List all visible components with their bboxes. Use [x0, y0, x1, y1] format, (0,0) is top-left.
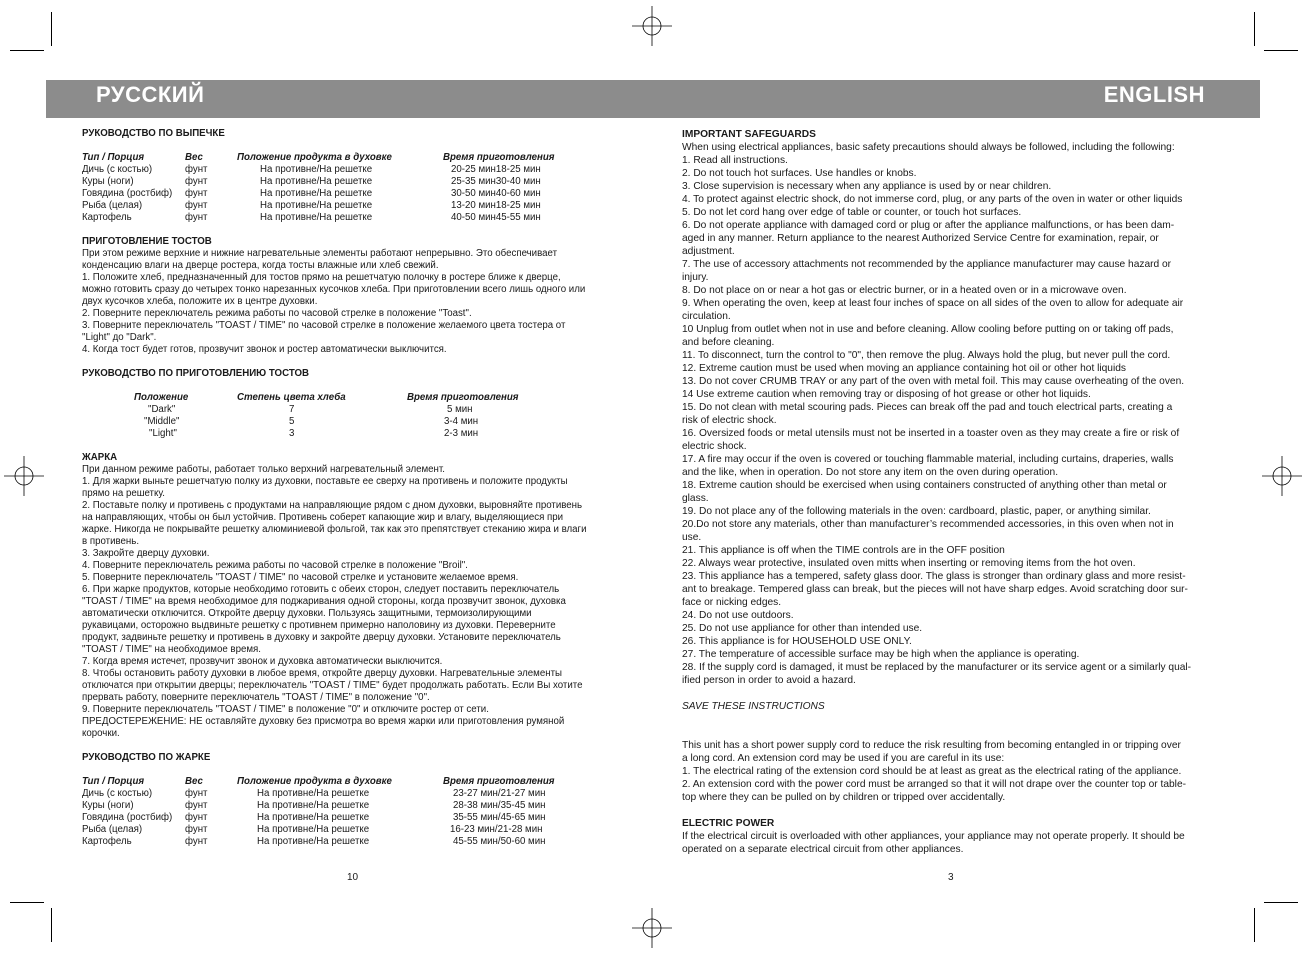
table-cell: 23-27 мин/21-27 мин — [453, 788, 546, 799]
registration-mark-icon — [1262, 456, 1302, 496]
table-cell: 16-23 мин/21-28 мин — [450, 824, 543, 835]
text-line: face or nicking edges. — [682, 597, 782, 608]
text-line: 20.Do not store any materials, other than manufacturer’s recommended accessories, in this oven when not in — [682, 519, 1174, 530]
russian-page — [82, 128, 627, 848]
text-line: 8. Чтобы остановить работу духовки в любое время, откройте дверцу духовки. Нагревательные элементы — [82, 668, 562, 679]
text-line: This unit has a short power supply cord to reduce the risk resulting from becoming entangled in or tripping over — [682, 740, 1181, 751]
text-line: 10 Unplug from outlet when not in use and before cleaning. Allow cooling before putting on or taking off pads, — [682, 324, 1174, 335]
table-cell: 5 — [289, 416, 295, 427]
text-line: 5. Поверните переключатель "TOAST / TIME" по часовой стрелке и установите желаемое время. — [82, 572, 519, 583]
text-line: glass. — [682, 493, 709, 504]
table-cell: 45-55 мин/50-60 мин — [453, 836, 546, 847]
text-line: прервать работу, поверните переключатель "TOAST / TIME" в положение "0". — [82, 692, 430, 703]
table-cell: 7 — [289, 404, 295, 415]
text-line: При данном режиме работы, работает только верхний нагревательный элемент. — [82, 464, 445, 475]
text-line: 2. An extension cord with the power cord must be arranged so that it will not drape over the counter top or table- — [682, 779, 1186, 790]
broil-table — [82, 776, 554, 848]
header-banner — [46, 80, 1260, 118]
table-cell: 20-25 мин18-25 мин — [451, 164, 541, 175]
table-cell: фунт — [185, 164, 208, 175]
table-cell: фунт — [185, 836, 208, 847]
text-line: 27. The temperature of accessible surface may be high when the appliance is operating. — [682, 649, 1080, 660]
text-line: можно готовить сразу до четырех тонко нарезанных кусочков хлеба. При приготовлении всего лишь одного или — [82, 284, 586, 295]
text-line: top where they can be pulled on by children or tripped over accidentally. — [682, 792, 1006, 803]
table-row — [82, 212, 554, 224]
table-cell: 5 мин — [447, 404, 473, 415]
text-line: 9. When operating the oven, keep at least four inches of space on all sides of the oven to allow for adequate air — [682, 298, 1184, 309]
text-line: "TOAST / TIME" на необходимое время. — [82, 644, 261, 655]
text-line: risk of electric shock. — [682, 415, 777, 426]
text-line: 7. The use of accessory attachments not recommended by the appliance manufacturer may cause hazard or — [682, 259, 1172, 270]
table-cell: "Dark" — [148, 404, 176, 415]
text-line: 6. Do not operate appliance with damaged cord or plug or after the appliance malfunctions, or has been dam- — [682, 220, 1175, 231]
text-line: injury. — [682, 272, 709, 283]
text-line: 22. Always wear protective, insulated oven mitts when inserting or removing items from the hot oven. — [682, 558, 1136, 569]
table-row — [82, 164, 554, 176]
text-line: на направляющих, чтобы он был устойчив. Противень соберет капающие жир и влагу, выделяющиеся при — [82, 512, 564, 523]
toast-table — [134, 392, 518, 440]
table-cell: фунт — [185, 212, 208, 223]
page-number-right: 3 — [948, 872, 954, 883]
baking-guide-title: РУКОВОДСТВО ПО ВЫПЕЧКЕ — [82, 128, 225, 139]
text-line: ПРЕДОСТЕРЕЖЕНИЕ: НЕ оставляйте духовку без присмотра во время жарки или приготовления румяной — [82, 716, 565, 727]
table-header-cell: Тип / Порция — [82, 776, 145, 787]
table-cell: Дичь (с костью) — [82, 164, 153, 175]
table-cell: фунт — [185, 824, 208, 835]
text-line: При этом режиме верхние и нижние нагревательные элементы работают непрерывно. Это обеспечивает — [82, 248, 558, 259]
table-cell: На противне/На решетке — [260, 176, 373, 187]
table-cell: 3 — [289, 428, 295, 439]
text-line: в противень. — [82, 536, 140, 547]
table-row — [82, 200, 554, 212]
crop-mark — [1264, 50, 1298, 51]
table-cell: На противне/На решетке — [260, 212, 373, 223]
text-line: 11. To disconnect, turn the control to "0", then remove the plug. Always hold the plug, but never pull the cord. — [682, 350, 1171, 361]
table-cell: "Light" — [149, 428, 177, 439]
text-line: circulation. — [682, 311, 731, 322]
table-row — [134, 428, 518, 440]
table-cell: Картофель — [82, 836, 132, 847]
text-line: ant to breakage. Tempered glass can break, but the pieces will not have sharp edges. Avoid scratching door sur- — [682, 584, 1188, 595]
text-line: aged in any manner. Return appliance to the nearest Authorized Service Centre for examination, repair, or — [682, 233, 1159, 244]
broil-guide-title: РУКОВОДСТВО ПО ЖАРКЕ — [82, 752, 211, 763]
text-line: If the electrical circuit is overloaded with other appliances, your appliance may not operate properly. It should be — [682, 831, 1185, 842]
text-line: 21. This appliance is off when the TIME controls are in the OFF position — [682, 545, 1005, 556]
table-cell: 35-55 мин/45-65 мин — [453, 812, 546, 823]
crop-mark — [10, 902, 44, 903]
table-row — [82, 824, 554, 836]
text-line: "Light" до "Dark". — [82, 332, 157, 343]
table-cell: фунт — [185, 176, 208, 187]
text-line: operated on a separate electrical circuit from other appliances. — [682, 844, 964, 855]
text-line: 4. Поверните переключатель режима работы по часовой стрелке в положение "Broil". — [82, 560, 468, 571]
text-line: 8. Do not place on or near a hot gas or electric burner, or in a heated oven or in a microwave oven. — [682, 285, 1127, 296]
text-line: and the like, when in operation. Do not store any item on the oven during operation. — [682, 467, 1059, 478]
text-line: автоматически отключится. Откройте дверцу духовки. Пользуясь защитными, термоизолирующими — [82, 608, 532, 619]
table-row — [82, 836, 554, 848]
safeguards-list — [682, 141, 1224, 687]
electric-power-title: ELECTRIC POWER — [682, 818, 775, 829]
table-cell: На противне/На решетке — [257, 824, 370, 835]
text-line: жарке. Никогда не покрывайте решетку алюминиевой фольгой, так как это препятствует стеканию жира и влаги — [82, 524, 587, 535]
table-cell: Куры (ноги) — [82, 176, 134, 187]
table-cell: "Middle" — [144, 416, 180, 427]
toast-section-title: ПРИГОТОВЛЕНИЕ ТОСТОВ — [82, 236, 212, 247]
text-line: 1. The electrical rating of the extension cord should be at least as great as the electrical rating of the appliance. — [682, 766, 1182, 777]
text-line: 15. Do not clean with metal scouring pads. Pieces can break off the pad and touch electrical parts, creating a — [682, 402, 1173, 413]
table-cell: 3-4 мин — [444, 416, 479, 427]
table-cell: На противне/На решетке — [257, 836, 370, 847]
table-row — [82, 812, 554, 824]
text-line: двух кусочков хлеба, положите их в центре духовки. — [82, 296, 318, 307]
text-line: 2. Поверните переключатель режима работы по часовой стрелке в положение "Toast". — [82, 308, 472, 319]
electric-power-paragraph — [682, 830, 1224, 856]
table-row — [82, 788, 554, 800]
text-line: 14 Use extreme caution when removing tray or disposing of hot grease or other hot liquids. — [682, 389, 1091, 400]
registration-mark-icon — [632, 908, 672, 948]
broil-section-title: ЖАРКА — [82, 452, 118, 463]
power-cord-paragraph — [682, 739, 1224, 804]
text-line: 19. Do not place any of the following materials in the oven: cardboard, plastic, paper, or anything similar. — [682, 506, 1151, 517]
table-cell: 28-38 мин/35-45 мин — [453, 800, 546, 811]
table-cell: фунт — [185, 812, 208, 823]
table-header-cell: Положение — [134, 392, 189, 403]
toast-guide-title: РУКОВОДСТВО ПО ПРИГОТОВЛЕНИЮ ТОСТОВ — [82, 368, 310, 379]
table-cell: Рыба (целая) — [82, 824, 143, 835]
table-header-cell: Степень цвета хлеба — [237, 392, 346, 403]
text-line: When using electrical appliances, basic safety precautions should always be followed, including the following: — [682, 142, 1175, 153]
table-cell: Говядина (ростбиф) — [82, 188, 173, 199]
table-header-cell: Вес — [185, 776, 203, 787]
save-instructions-note: SAVE THESE INSTRUCTIONS — [682, 701, 825, 712]
text-line: ified person in order to avoid a hazard. — [682, 675, 856, 686]
table-cell: На противне/На решетке — [260, 188, 373, 199]
text-line: 13. Do not cover CRUMB TRAY or any part of the oven with metal foil. This may cause overheating of the oven. — [682, 376, 1185, 387]
table-header-cell: Время приготовления — [443, 776, 555, 787]
table-header-cell: Тип / Порция — [82, 152, 145, 163]
text-line: "TOAST / TIME" на время необходимое для поджаривания одной стороны, когда прозвучит звонок, духовка — [82, 596, 566, 607]
language-title-russian: РУССКИЙ — [96, 82, 205, 107]
table-cell: 13-20 мин18-25 мин — [451, 200, 541, 211]
text-line: 4. To protect against electric shock, do not immerse cord, plug, or any parts of the oven in water or other liquids — [682, 194, 1183, 205]
text-line: 26. This appliance is for HOUSEHOLD USE ONLY. — [682, 636, 912, 647]
table-header-cell: Положение продукта в духовке — [237, 152, 392, 163]
text-line: прямо на решетку. — [82, 488, 165, 499]
text-line: 3. Поверните переключатель "TOAST / TIME" по часовой стрелке в положение желаемого цвета тостера от — [82, 320, 566, 331]
text-line: 3. Закройте дверцу духовки. — [82, 548, 210, 559]
text-line: 2. Do not touch hot surfaces. Use handles or knobs. — [682, 168, 917, 179]
text-line: 9. Поверните переключатель "TOAST / TIME" в положение "0" и отключите ростер от сети. — [82, 704, 489, 715]
text-line: 24. Do not use outdoors. — [682, 610, 794, 621]
table-header-row — [82, 776, 554, 788]
crop-mark — [51, 12, 52, 46]
text-line: 7. Когда время истечет, прозвучит звонок и духовка автоматически выключится. — [82, 656, 443, 667]
broil-paragraph — [82, 464, 627, 740]
table-header-cell: Время приготовления — [443, 152, 555, 163]
table-header-row — [82, 152, 554, 164]
text-line: a long cord. An extension cord may be used if you are careful in its use: — [682, 753, 1005, 764]
text-line: 5. Do not let cord hang over edge of table or counter, or touch hot surfaces. — [682, 207, 1022, 218]
table-cell: 25-35 мин30-40 мин — [451, 176, 541, 187]
english-page — [682, 128, 1224, 856]
table-cell: На противне/На решетке — [257, 788, 370, 799]
text-line: 18. Extreme caution should be exercised when using containers constructed of anything other than metal or — [682, 480, 1167, 491]
text-line: 3. Close supervision is necessary when any appliance is used by or near children. — [682, 181, 1052, 192]
table-cell: На противне/На решетке — [257, 800, 370, 811]
table-cell: 40-50 мин45-55 мин — [451, 212, 541, 223]
table-row — [82, 188, 554, 200]
crop-mark — [1254, 908, 1255, 942]
table-cell: фунт — [185, 200, 208, 211]
text-line: adjustment. — [682, 246, 735, 257]
table-row — [134, 404, 518, 416]
text-line: 12. Extreme caution must be used when moving an appliance containing hot oil or other hot liquids — [682, 363, 1126, 374]
table-row — [82, 800, 554, 812]
table-cell: Куры (ноги) — [82, 800, 134, 811]
text-line: electric shock. — [682, 441, 747, 452]
table-row — [82, 176, 554, 188]
table-cell: 30-50 мин40-60 мин — [451, 188, 541, 199]
table-cell: Говядина (ростбиф) — [82, 812, 173, 823]
table-row — [134, 416, 518, 428]
text-line: конденсацию влаги на дверце ростера, когда тосты влажные или хлеб свежий. — [82, 260, 439, 271]
table-cell: На противне/На решетке — [257, 812, 370, 823]
table-cell: фунт — [185, 800, 208, 811]
registration-mark-icon — [4, 456, 44, 496]
baking-table — [82, 152, 554, 224]
table-cell: На противне/На решетке — [260, 200, 373, 211]
table-cell: На противне/На решетке — [260, 164, 373, 175]
safeguards-title: IMPORTANT SAFEGUARDS — [682, 129, 816, 140]
crop-mark — [51, 908, 52, 942]
table-header-cell: Положение продукта в духовке — [237, 776, 392, 787]
text-line: 28. If the supply cord is damaged, it must be replaced by the manufacturer or its service agent or a similarly qual- — [682, 662, 1192, 673]
text-line: продукт, задвиньте решетку и противень в духовку и закройте дверцу духовки. Установите переключатель — [82, 632, 561, 643]
text-line: 16. Oversized foods or metal utensils must not be inserted in a toaster oven as they may create a fire or risk of — [682, 428, 1180, 439]
crop-mark — [1264, 902, 1298, 903]
table-cell: фунт — [185, 788, 208, 799]
text-line: 17. A fire may occur if the oven is covered or touching flammable material, including curtains, draperies, walls — [682, 454, 1174, 465]
page-number-left: 10 — [347, 872, 359, 883]
text-line: 2. Поставьте полку и противень с продуктами на направляющие рядом с дном духовки, выровняйте противень — [82, 500, 583, 511]
text-line: 6. При жарке продуктов, которые необходимо готовить с обеих сторон, следует поставить переключатель — [82, 584, 560, 595]
text-line: отключатся при открытии дверцы; переключатель "TOAST / TIME" будет продолжать работать. Если Вы хотите — [82, 680, 583, 691]
crop-mark — [10, 50, 44, 51]
text-line: 1. Положите хлеб, предназначенный для тостов прямо на решетчатую полочку в ростере ближе к дверце, — [82, 272, 561, 283]
toast-paragraph — [82, 248, 627, 356]
text-line: and before cleaning. — [682, 337, 775, 348]
text-line: 4. Когда тост будет готов, прозвучит звонок и ростер автоматически выключится. — [82, 344, 447, 355]
table-cell: 2-3 мин — [444, 428, 479, 439]
table-cell: Картофель — [82, 212, 132, 223]
table-cell: фунт — [185, 188, 208, 199]
table-header-cell: Время приготовления — [407, 392, 519, 403]
table-header-cell: Вес — [185, 152, 203, 163]
text-line: use. — [682, 532, 702, 543]
crop-mark — [1254, 12, 1255, 46]
language-title-english: ENGLISH — [1103, 82, 1205, 107]
table-cell: Рыба (целая) — [82, 200, 143, 211]
text-line: корочки. — [82, 728, 120, 739]
text-line: 23. This appliance has a tempered, safety glass door. The glass is stronger than ordinary glass and more resist- — [682, 571, 1186, 582]
table-header-row — [134, 392, 518, 404]
text-line: 1. Read all instructions. — [682, 155, 788, 166]
text-line: 1. Для жарки выньте решетчатую полку из духовки, поставьте ее сверху на противень и положите продукты — [82, 476, 568, 487]
registration-mark-icon — [632, 6, 672, 46]
text-line: 25. Do not use appliance for other than intended use. — [682, 623, 923, 634]
text-line: рукавицами, осторожно выдвиньте решетку с противнем примерно наполовину из духовки. Переверните — [82, 620, 556, 631]
table-cell: Дичь (с костью) — [82, 788, 153, 799]
